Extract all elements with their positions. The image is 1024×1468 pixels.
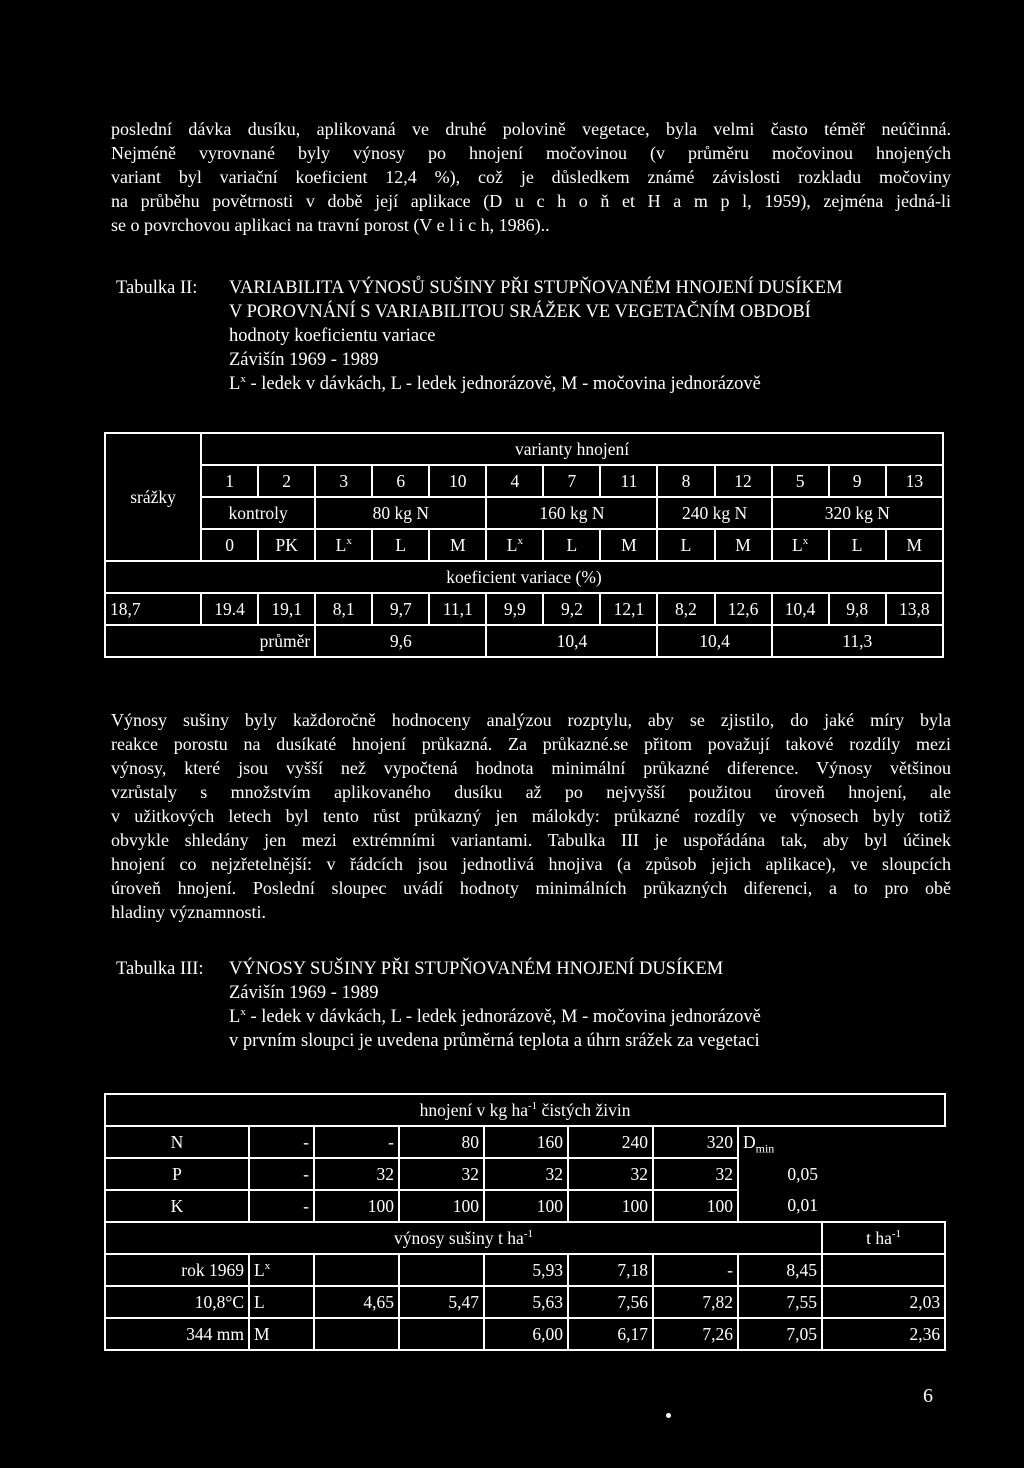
table-cell: 0 [201, 529, 258, 561]
dmin-value: 0,05 [787, 1163, 818, 1184]
text-line: Výnosy sušiny byly každoročně hodnoceny analýzou rozptylu, aby se zjistilo, do jaké míry byla [111, 710, 951, 730]
table-cell [314, 1254, 399, 1286]
table-cell: 9,2 [543, 593, 600, 625]
table-cell: 13,8 [886, 593, 943, 625]
table-cell: $L^x$ [315, 529, 372, 561]
fertilizer-header: hnojení v kg $ha^{-1}$ čistých živin [105, 1094, 945, 1126]
table-cell: 7,18 [568, 1254, 653, 1286]
cv-header: koeficient variace (%) [105, 561, 943, 593]
table3 [104, 1093, 946, 1351]
table-cell: 32 [399, 1158, 484, 1190]
table-cell: 32 [314, 1158, 399, 1190]
table-cell: 100 [568, 1190, 653, 1222]
text-line: reakce porostu na dusíkaté hnojení průkazná. Za průkazné.se přitom považují takové rozdíly mezi [111, 734, 951, 754]
table-cell: $L^x$ [486, 529, 543, 561]
table-cell: 5,47 [399, 1286, 484, 1318]
average-label: průměr [105, 625, 315, 657]
table-cell: 7,55 [738, 1286, 822, 1318]
table-cell: 6,00 [484, 1318, 568, 1350]
nutrient-row-k [105, 1190, 945, 1222]
row-label: K [105, 1190, 249, 1222]
table-cell: 6,17 [568, 1318, 653, 1350]
paragraph-2 [111, 708, 951, 924]
text-line: hladiny významnosti. [111, 902, 266, 922]
table-cell: 100 [399, 1190, 484, 1222]
table-cell: 7,05 [738, 1318, 822, 1350]
table2-caption [116, 276, 843, 396]
table-cell: 5,63 [484, 1286, 568, 1318]
row-label: rok 1969 [105, 1254, 249, 1286]
text-line: Nejméně vyrovnané byly výnosy po hnojení močovinou (v průměru močovinou hnojených [111, 143, 951, 163]
table-cell: 320 [653, 1126, 738, 1158]
table-cell: 5 [772, 465, 829, 497]
table-cell: 240 [568, 1126, 653, 1158]
table-cell: 80 [399, 1126, 484, 1158]
text-line: poslední dávka dusíku, aplikovaná ve druhé polovině vegetace, byla velmi často téměř neúčinná. [111, 119, 951, 139]
table-cell: 8,45 [738, 1254, 822, 1286]
table-cell: 19.4 [201, 593, 258, 625]
data-row-3 [105, 1318, 945, 1350]
table-cell: M [886, 529, 943, 561]
yield-header: výnosy sušiny t $ha^{-1}$ [105, 1222, 822, 1254]
table-cell: 11 [600, 465, 657, 497]
table-cell: 100 [314, 1190, 399, 1222]
table-cell: 4 [486, 465, 543, 497]
table-cell: L [657, 529, 714, 561]
text-line: úroveň hnojení. Poslední sloupec uvádí hodnoty minimálních průkazných diferenci, a to pro obě [111, 878, 951, 898]
table-cell: L [829, 529, 886, 561]
precip-row-label: srážky [105, 433, 201, 561]
averages-row [105, 625, 943, 657]
table-cell: 2 [258, 465, 315, 497]
dmin-value: 0,01 [787, 1195, 818, 1215]
table-cell: - [249, 1190, 314, 1222]
row-label: N [105, 1126, 249, 1158]
groups-row [105, 497, 943, 529]
table-cell: 7 [543, 465, 600, 497]
table-cell: 3 [315, 465, 372, 497]
dmin-value: 2,36 [822, 1318, 945, 1350]
table3-caption-line4: v prvním sloupci je uvedena průměrná teplota a úhrn srážek za vegetaci [229, 1031, 760, 1051]
table2-caption-line4: Závišín 1969 - 1989 [229, 350, 379, 370]
table-cell: 7,26 [653, 1318, 738, 1350]
table-cell: 160 kg N [486, 497, 657, 529]
table-cell: - [249, 1126, 314, 1158]
table-cell: 7,82 [653, 1286, 738, 1318]
table-cell: - [653, 1254, 738, 1286]
table-cell: 7,56 [568, 1286, 653, 1318]
table-cell: PK [258, 529, 315, 561]
type-cell: M [249, 1318, 314, 1350]
table-cell: 160 [484, 1126, 568, 1158]
paragraph-1 [111, 117, 951, 237]
table-cell: 10,4 [657, 625, 771, 657]
table3-legend: $L^x$ - ledek v dávkách, L - ledek jednorázově, M - močovina jednorázově [229, 1005, 761, 1027]
table-cell: 1 [201, 465, 258, 497]
table2 [104, 432, 944, 658]
table-cell: 80 kg N [315, 497, 486, 529]
table-cell: 100 [484, 1190, 568, 1222]
values-row [105, 593, 943, 625]
table3-caption-line2: Závišín 1969 - 1989 [229, 983, 379, 1003]
table-cell: L [372, 529, 429, 561]
text-line: na průběhu povětrnosti v době její aplikace (D u c h o ň et H a m p l, 1959), zejména jedná-li [111, 191, 951, 211]
text-line: výnosy, které jsou vyšší než vypočtená hodnota minimální průkazné diference. Výnosy většinou [111, 758, 951, 778]
variants-header: varianty hnojení [201, 433, 943, 465]
table2-title-line2: V POROVNÁNÍ S VARIABILITOU SRÁŽEK VE VEGETAČNÍM OBDOBÍ [229, 302, 811, 322]
table-cell: 8,2 [657, 593, 714, 625]
table-cell: 12 [715, 465, 772, 497]
table-cell: M [715, 529, 772, 561]
table-cell: 9,6 [315, 625, 486, 657]
table-cell: 100 [653, 1190, 738, 1222]
table-cell: 10,4 [486, 625, 657, 657]
row-label: 344 mm [105, 1318, 249, 1350]
table3-label: Tabulka III: [116, 959, 204, 979]
table-cell [399, 1318, 484, 1350]
table-cell: 6 [372, 465, 429, 497]
table-cell: 8 [657, 465, 714, 497]
nutrient-row-n [105, 1126, 945, 1158]
table2-label: Tabulka II: [116, 278, 198, 298]
table-cell: 32 [568, 1158, 653, 1190]
variant-numbers-row [105, 465, 943, 497]
table3-caption [116, 957, 761, 1053]
text-line: obvykle shledány jen mezi extrémními variantami. Tabulka III je uspořádána tak, aby byl účinek [111, 830, 951, 850]
dmin-label: $D_{min}$ [743, 1132, 775, 1156]
table-cell: 11,3 [772, 625, 943, 657]
table2-legend: $L^x$ - ledek v dávkách, L - ledek jednorázově, M - močovina jednorázově [229, 372, 761, 394]
table-cell: 10,4 [772, 593, 829, 625]
table-cell: 11,1 [429, 593, 486, 625]
table-cell: - [249, 1158, 314, 1190]
table-cell [314, 1318, 399, 1350]
dmin-value [822, 1254, 945, 1286]
table-cell: 12,6 [715, 593, 772, 625]
nutrient-row-p [105, 1158, 945, 1190]
table-cell: 5,93 [484, 1254, 568, 1286]
table-cell: - [314, 1126, 399, 1158]
row-label: 10,8°C [105, 1286, 249, 1318]
table-cell: 320 kg N [772, 497, 943, 529]
table-cell: kontroly [201, 497, 315, 529]
table-cell [399, 1254, 484, 1286]
page-number: 6 [923, 1385, 933, 1407]
stray-dot [666, 1413, 671, 1418]
table-cell: 19,1 [258, 593, 315, 625]
types-row [105, 529, 943, 561]
table-cell: 9 [829, 465, 886, 497]
table-cell: 10 [429, 465, 486, 497]
data-row-2 [105, 1286, 945, 1318]
text-line: v užitkových letech byl tento růst průkazný jen málokdy: průkazné rozdíly ve výnosech byly totiž [111, 806, 951, 826]
text-line: vzrůstaly s množstvím aplikovaného dusíku až po nejvyšší použitou úroveň hnojení, ale [111, 782, 951, 802]
type-cell: $L^x$ [249, 1254, 314, 1286]
table-cell: 9,9 [486, 593, 543, 625]
table-cell: L [543, 529, 600, 561]
table-cell: 13 [886, 465, 943, 497]
table-cell: M [600, 529, 657, 561]
dmin-value: 2,03 [822, 1286, 945, 1318]
row-label: P [105, 1158, 249, 1190]
table-cell: 32 [653, 1158, 738, 1190]
table2-caption-line3: hodnoty koeficientu variace [229, 326, 436, 346]
text-line: hnojení co nejzřetelnější: v řádcích jsou jednotlivá hnojiva (a způsob jejich aplikace), ve sloupcích [111, 854, 951, 874]
table3-title: VÝNOSY SUŠINY PŘI STUPŇOVANÉM HNOJENÍ DUSÍKEM [229, 959, 724, 979]
table-cell: 9,7 [372, 593, 429, 625]
table-cell: 32 [484, 1158, 568, 1190]
precip-value: 18,7 [105, 593, 201, 625]
table-cell: 4,65 [314, 1286, 399, 1318]
type-cell: L [249, 1286, 314, 1318]
table-cell: 8,1 [315, 593, 372, 625]
table-cell: 240 kg N [657, 497, 771, 529]
table-cell: 12,1 [600, 593, 657, 625]
dmin-unit: t $ha^{-1}$ [822, 1222, 945, 1254]
table-cell: 9,8 [829, 593, 886, 625]
table-cell: M [429, 529, 486, 561]
table2-title-line1: VARIABILITA VÝNOSŮ SUŠINY PŘI STUPŇOVANÉM HNOJENÍ DUSÍKEM [229, 278, 843, 298]
data-row-1 [105, 1254, 945, 1286]
table-cell: $L^x$ [772, 529, 829, 561]
text-line: se o povrchovou aplikaci na travní porost (V e l i c h, 1986).. [111, 215, 550, 235]
text-line: variant byl variační koeficient 12,4 %), což je důsledkem známé závislosti rozkladu močoviny [111, 167, 951, 187]
